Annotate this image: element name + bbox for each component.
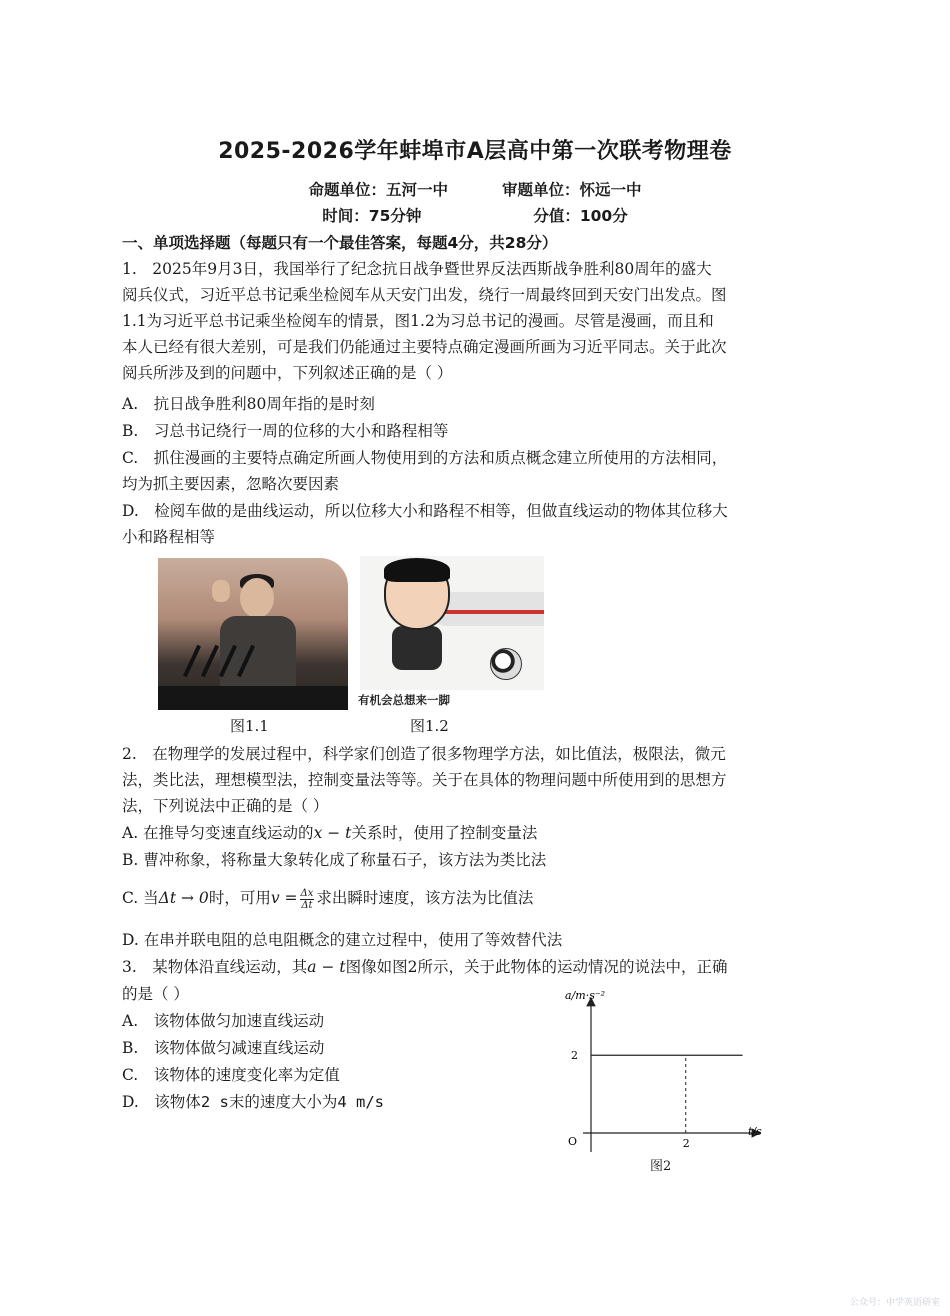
q3-option-b: B. 该物体做匀减速直线运动 bbox=[122, 1039, 325, 1057]
section-heading: 一、单项选择题（每题只有一个最佳答案，每题4分，共28分） bbox=[122, 234, 558, 252]
math-delta-t: Δt → 0 bbox=[158, 889, 209, 907]
math-v-equals: v = bbox=[270, 889, 298, 907]
q3-option-d: D. 该物体2 s末的速度大小为4 m/s bbox=[122, 1093, 384, 1111]
y-tick-label: 2 bbox=[571, 1049, 578, 1063]
q1-option-d: D. 检阅车做的是曲线运动，所以位移大小和路程不相等，但做直线运动的物体其位移大 bbox=[122, 502, 728, 520]
q1-option-a: A. 抗日战争胜利80周年指的是时刻 bbox=[122, 395, 375, 413]
q2-option-c: C. 当Δt → 0时，可用v = $\frac{\Delta x}{\Delta t}$ 求出瞬时速度，该方法为比值法 bbox=[122, 887, 534, 911]
figure-caption-1-2: 图1.2 bbox=[410, 717, 449, 735]
q2-stem-line: 2. 在物理学的发展过程中，科学家们创造了很多物理学方法，如比值法，极限法，微元 bbox=[122, 745, 726, 763]
q2-option-a: A. 在推导匀变速直线运动的x − t关系时，使用了控制变量法 bbox=[122, 824, 538, 842]
a-t-graph bbox=[555, 984, 775, 1180]
q1-stem-line: 本人已经有很大差别，可是我们仍能通过主要特点确定漫画所画为习近平同志。关于此次 bbox=[122, 338, 727, 356]
math-a-t: a − t bbox=[307, 958, 346, 976]
q1-option-c-cont: 均为抓主要因素，忽略次要因素 bbox=[122, 475, 340, 493]
exam-score: 分值：100分 bbox=[533, 207, 628, 225]
q3-stem-line: 的是（ ） bbox=[122, 985, 189, 1003]
q1-stem-line: 1.1为习近平总书记乘坐检阅车的情景，图1.2为习总书记的漫画。尽管是漫画，而且和 bbox=[122, 312, 714, 330]
q1-option-b: B. 习总书记绕行一周的位移的大小和路程相等 bbox=[122, 422, 449, 440]
meta-time-score bbox=[0, 204, 950, 226]
q1-stem-line: 1. 2025年9月3日，我国举行了纪念抗日战争暨世界反法西斯战争胜利80周年的盛大 bbox=[122, 260, 712, 278]
x-tick-label: 2 bbox=[682, 1137, 690, 1150]
figure-caption-1-1: 图1.1 bbox=[230, 717, 269, 735]
q2-option-d: D. 在串并联电阻的总电阻概念的建立过程中，使用了等效替代法 bbox=[122, 931, 563, 949]
q3-option-a: A. 该物体做匀加速直线运动 bbox=[122, 1012, 325, 1030]
cartoon-caption: 有机会总想来一脚 bbox=[358, 693, 450, 707]
exam-time: 时间：75分钟 bbox=[322, 207, 422, 225]
q2-option-b: B. 曹冲称象，将称量大象转化成了称量石子，该方法为类比法 bbox=[122, 851, 547, 869]
parade-photo bbox=[158, 558, 348, 710]
q1-option-c: C. 抓住漫画的主要特点确定所画人物使用到的方法和质点概念建立所使用的方法相同， bbox=[122, 449, 728, 467]
origin-label: O bbox=[568, 1135, 578, 1148]
q1-stem-line: 阅兵仪式，习近平总书记乘坐检阅车从天安门出发，绕行一周最终回到天安门出发点。图 bbox=[122, 286, 727, 304]
watermark: 公众号：中学英语研室 bbox=[849, 1298, 940, 1308]
q1-option-d-cont: 小和路程相等 bbox=[122, 528, 216, 546]
setter-unit: 命题单位：五河一中 bbox=[308, 181, 448, 199]
q2-stem-line: 法，类比法，理想模型法，控制变量法等等。关于在具体的物理问题中所使用到的思想方 bbox=[122, 771, 727, 789]
q3-stem-line: 3. 某物体沿直线运动，其a − t图像如图2所示，关于此物体的运动情况的说法中，正确 bbox=[122, 958, 728, 976]
velocity-fraction: $\frac{\Delta x}{\Delta t}$ bbox=[300, 887, 314, 911]
q3-option-c: C. 该物体的速度变化率为定值 bbox=[122, 1066, 340, 1084]
q2-stem-line: 法，下列说法中正确的是（ ） bbox=[122, 797, 329, 815]
y-axis-label: a/m·s⁻² bbox=[565, 989, 606, 1002]
exam-title: 2025-2026学年蚌埠市A层高中第一次联考物理卷 bbox=[218, 139, 732, 164]
meta-units bbox=[0, 178, 950, 200]
cartoon-image bbox=[360, 556, 544, 690]
x-axis-label: t/s bbox=[748, 1125, 762, 1138]
reviewer-unit: 审题单位：怀远一中 bbox=[502, 181, 642, 199]
q1-stem-line: 阅兵所涉及到的问题中，下列叙述正确的是（ ） bbox=[122, 364, 453, 382]
figure-caption-2: 图2 bbox=[650, 1159, 672, 1174]
math-x-t: x − t bbox=[313, 824, 352, 842]
